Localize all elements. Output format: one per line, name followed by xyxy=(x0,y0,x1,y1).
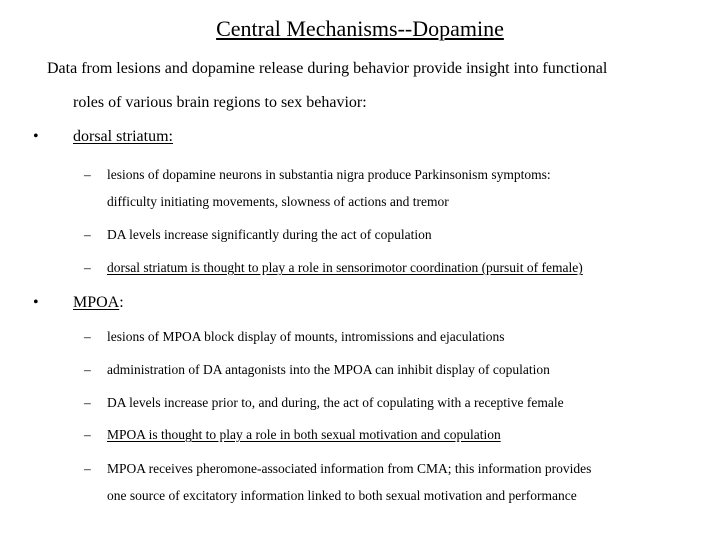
dash-icon: – xyxy=(84,427,91,442)
list-item: MPOA receives pheromone-associated information from CMA; this information provides xyxy=(107,461,592,476)
dash-icon: – xyxy=(84,167,91,182)
list-item: lesions of MPOA block display of mounts, intromissions and ejaculations xyxy=(107,329,505,344)
bullet-icon: • xyxy=(33,128,39,145)
dash-icon: – xyxy=(84,260,91,275)
bullet-icon: • xyxy=(33,294,39,311)
list-item: DA levels increase prior to, and during, the act of copulating with a receptive female xyxy=(107,395,564,410)
dash-icon: – xyxy=(84,461,91,476)
list-item: dorsal striatum is thought to play a role in sensorimotor coordination (pursuit of female) xyxy=(107,260,583,275)
list-item-continuation: difficulty initiating movements, slowness of actions and tremor xyxy=(107,194,449,209)
dash-icon: – xyxy=(84,329,91,344)
list-item: MPOA is thought to play a role in both sexual motivation and copulation xyxy=(107,427,501,442)
dash-icon: – xyxy=(84,395,91,410)
list-item: DA levels increase significantly during the act of copulation xyxy=(107,227,432,242)
intro-line-2: roles of various brain regions to sex behavior: xyxy=(73,94,367,111)
intro-line-1: Data from lesions and dopamine release during behavior provide insight into functional xyxy=(47,60,608,77)
list-item: administration of DA antagonists into the MPOA can inhibit display of copulation xyxy=(107,362,550,377)
list-item-continuation: one source of excitatory information linked to both sexual motivation and performance xyxy=(107,488,577,503)
slide-title: Central Mechanisms--Dopamine xyxy=(216,16,504,41)
dash-icon: – xyxy=(84,362,91,377)
list-item: lesions of dopamine neurons in substantia nigra produce Parkinsonism symptoms: xyxy=(107,167,551,182)
section-heading-mpoa: MPOA: xyxy=(73,294,124,311)
dash-icon: – xyxy=(84,227,91,242)
section-heading-dorsal-striatum: dorsal striatum: xyxy=(73,128,173,145)
